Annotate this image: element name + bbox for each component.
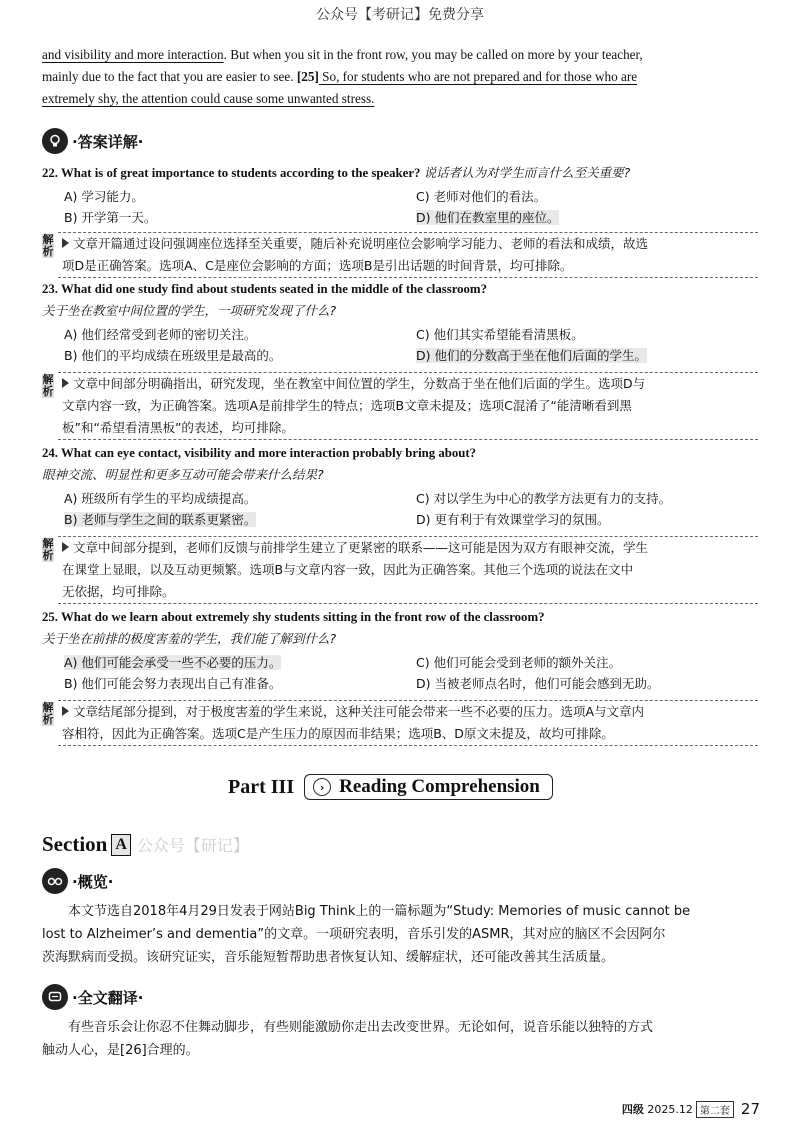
question-22: 22. What is of great importance to students according to the speaker? 说话者认为对学生而言什么至关重要? A) 学习能力。 C) 老师对他们的看法。 B) 开学第一天。 D) 他们在教室里的座位。: [42, 165, 631, 225]
page-footer: 四级 2025.12 第二套 27: [621, 1100, 760, 1118]
overview-heading: ·概览·: [42, 868, 113, 894]
overview-paragraph: 本文节选自2018年4月29日发表于网站Big Think上的一篇标题为“Study: Memories of music cannot be lost to Alzheimer’s and dementia”的文章。一项研究表明，音乐引发的ASMR，其对应的脑区不会因阿尔 茨海默病而受损。该研究证实，音乐能短暂帮助患者恢复认知、缓解症状，还可能改善其生活质量。: [42, 904, 691, 965]
translation-heading: ·全文翻译·: [42, 984, 143, 1010]
chevron-right-icon: ›: [313, 778, 331, 796]
answers-heading: ·答案详解·: [42, 128, 143, 154]
page-number: 27: [740, 1100, 760, 1118]
issue-tag: 第二套: [696, 1101, 734, 1118]
analysis-25: 解析 文章结尾部分提到，对于极度害羞的学生来说，这种关注可能会带来一些不必要的压力。选项A与文章内 容相符，因此为正确答案。选项C是产生压力的原因而非结果；选项B、D原文未提及，故均可排除。: [42, 700, 758, 746]
triangle-icon: [62, 542, 69, 552]
triangle-icon: [62, 706, 69, 716]
passage-tail: [42, 44, 758, 110]
passage-line-3: extremely shy, the attention could cause some unwanted stress.: [42, 91, 375, 106]
analysis-22: 解析 文章开篇通过设问强调座位选择至关重要，随后补充说明座位会影响学习能力、老师的看法和成绩，故选 项D是正确答案。选项A、C是座位会影响的方面；选项B是引出话题的时间背景，均可排除。: [42, 232, 758, 278]
watermark: 公众号【考研记】免费分享: [316, 7, 484, 23]
question-25: 25. What do we learn about extremely shy students sitting in the front row of the classroom? 关于坐在前排的极度害羞的学生，我们能了解到什么? A) 他们可能会承受一些不必要的压力。 C) 他们可能会受到老师的额外关注。 B) 他们可能会努力表现出自己有准备。 D) 当被老师点名时，他们可能会感到无助。: [42, 610, 660, 691]
question-24: 24. What can eye contact, visibility and more interaction probably bring about? 眼神交流、明显性和更多互动可能会带来什么结果? A) 班级所有学生的平均成绩提高。 C) 对以学生为中心的教学方法更有力的支持。 B) 老师与学生之间的联系更紧密。 D) 更有利于有效课堂学习的氛围。: [42, 446, 672, 527]
triangle-icon: [62, 378, 69, 388]
faded-watermark: 公众号【研记】: [136, 836, 249, 855]
lightbulb-icon: [42, 128, 68, 154]
triangle-icon: [62, 238, 69, 248]
section-letter: A: [111, 834, 131, 856]
chat-bubble-icon: [42, 984, 68, 1010]
question-23: 23. What did one study find about students seated in the middle of the classroom? 关于坐在教室中间位置的学生，一项研究发现了什么? A) 他们经常受到老师的密切关注。 C) 他们其实希望能看清黑板。 B) 他们的平均成绩在班级里是最高的。 D) 他们的分数高于坐在他们后面的学生。: [42, 282, 647, 363]
part-label: Part III: [228, 775, 295, 798]
analysis-23: 解析 文章中间部分明确指出，研究发现，坐在教室中间位置的学生，分数高于坐在他们后面的学生。选项D与 文章内容一致，为正确答案。选项A是前排学生的特点；选项B文章未提及；选项C混淆了“能清晰看到黑 板”和“希望看清黑板”的表述，均可排除。: [42, 372, 758, 440]
section-title: Section A 公众号【研记】: [42, 832, 249, 856]
glasses-icon: [42, 868, 68, 894]
part-title: Reading Comprehension: [339, 776, 540, 797]
passage-line-1: and visibility and more interaction. But when you sit in the front row, you may be called on more by your teacher,: [42, 47, 643, 62]
translation-paragraph: 有些音乐会让你忍不住舞动脚步，有些则能激励你走出去改变世界。无论如何，说音乐能以独特的方式 触动人心，是[26]合理的。: [42, 1020, 654, 1058]
part-banner: [228, 772, 553, 802]
part-title-box: [304, 774, 553, 800]
analysis-24: 解析 文章中间部分提到，老师们反馈与前排学生建立了更紧密的联系——这可能是因为双方有眼神交流，学生 在课堂上显眼，以及互动更频繁。选项B与文章内容一致，因此为正确答案。其他三个选项的说法在文中 无依据，均可排除。: [42, 536, 758, 604]
passage-line-2: mainly due to the fact that you are easier to see. [25] So, for students who are not prepared and for those who are: [42, 69, 638, 84]
